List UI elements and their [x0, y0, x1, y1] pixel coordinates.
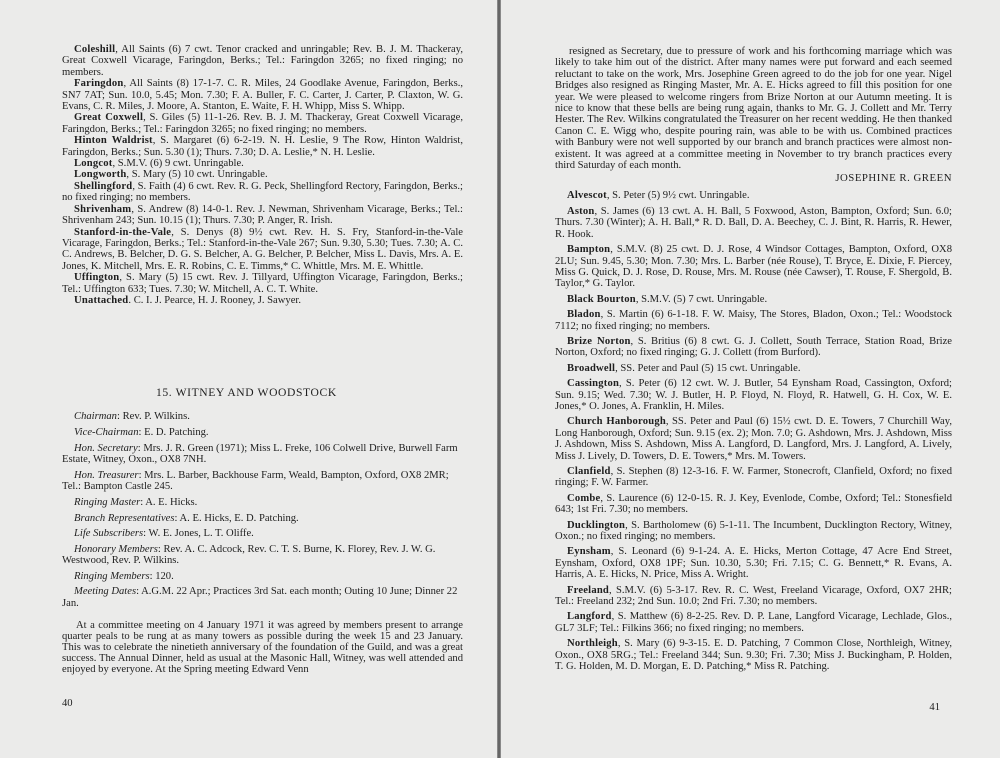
tower-details: , S. Peter (5) 9½ cwt. Unringable. — [606, 190, 750, 202]
tower-details: , S. Margaret (6) 6-2-19. N. H. Leslie, 9 The Row, Hinton Waldrist, Faringdon, Berks.; Sun. 5.30 (1); Thurs. 7.30; D. A. Leslie,* N. H. Leslie. — [62, 135, 464, 158]
officers-list — [62, 411, 463, 609]
tower-details: , S. Peter (6) 12 cwt. W. J. Butler, 54 Eynsham Road, Cassington, Oxford; Sun. 9.15; Wed. 7.30; W. J. Butler, H. P. Floyd, N. Floyd, R. Hatwell, G. H. Cox, W. E. Jones,* O. Jones, A. Franklin, H. Miles. — [555, 378, 952, 412]
tower-entry — [555, 416, 952, 462]
tower-details: , SS. Peter and Paul (5) 15 cwt. Unringable. — [615, 362, 801, 374]
tower-entry — [62, 295, 463, 306]
left-page — [0, 0, 497, 758]
tower-name: Shellingford — [74, 180, 133, 192]
section-title: 15. WITNEY AND WOODSTOCK — [156, 386, 337, 400]
officer-line — [62, 513, 463, 525]
tower-details: , S. Leonard (6) 9-1-24. A. E. Hicks, Merton Cottage, 47 Acre End Street, Eynsham, Oxford, OX8 1PF; Sun. 10.30, 5.30; Fri. 7.15; C. G. Bennett,* R. Evans, A. Harris, A. E. Hicks, N. Price, Miss A. Wright. — [555, 546, 952, 581]
officer-line — [62, 586, 463, 609]
tower-details: . C. I. J. Pearce, H. J. Rooney, J. Sawyer. — [128, 294, 302, 306]
tower-entry — [555, 244, 952, 290]
tower-details: , S. James (6) 13 cwt. A. H. Ball, 5 Foxwood, Aston, Bampton, Oxford; Sun. 6.0; Thurs. 7.30 (Winter); A. H. Ball,* R. D. Ball, D. A. Beechey, C. J. Bint, R. Harris, R. Hewer, R. Hook. — [555, 205, 952, 240]
tower-entry — [555, 611, 952, 634]
officer-value: : Rev. P. Wilkins. — [116, 411, 190, 423]
tower-name: Combe — [567, 492, 601, 504]
page-number: 41 — [929, 702, 940, 713]
officer-line — [62, 443, 463, 466]
tower-details: , S. Martin (6) 6-1-18. F. W. Maisy, The Stores, Bladon, Oxon.; Tel.: Woodstock 7112; no fixed ringing; no members. — [555, 309, 952, 332]
tower-name: Great Coxwell — [74, 112, 144, 124]
page-number: 40 — [62, 698, 73, 709]
tower-entry — [62, 272, 463, 295]
officer-value: : W. E. Jones, L. T. Oliffe. — [143, 528, 254, 540]
tower-name: Langford — [567, 611, 612, 623]
tower-entry — [555, 638, 952, 672]
tower-entry — [555, 585, 952, 608]
tower-details: , S. Denys (8) 9½ cwt. Rev. H. S. Fry, Stanford-in-the-Vale Vicarage, Faringdon, Berks.; Tel.: Stanford-in-the-Vale 267; Sun. 9.30, 5.30; Tues. 7.30; A. C. C. Andrews, B. Belcher, D. G. S. Belcher, A. G. Belcher, P. Belcher, Miss L. Davis, Mrs. A. E. Jones, K. Mitchell, Mrs. E. R. Robins, C. E. Timms,* C. Whittle, Mrs. M. E. Whittle. — [62, 226, 463, 272]
officer-role: Honorary Members — [74, 543, 158, 555]
tower-entry — [62, 112, 463, 135]
officer-line — [62, 544, 463, 567]
officer-line — [62, 528, 463, 540]
officer-value: : A. E. Hicks, E. D. Patching. — [174, 512, 299, 524]
tower-name: Hinton Waldrist — [74, 135, 153, 147]
tower-name: Northleigh — [567, 638, 618, 650]
tower-entry — [62, 44, 463, 78]
tower-entry — [555, 190, 952, 201]
tower-entry — [62, 78, 463, 112]
officer-role: Chairman — [74, 411, 117, 423]
tower-details: , S. Mary (6) 9-3-15. E. D. Patching, 7 Common Close, Northleigh, Witney, Oxon., OX8 5RG.; Tel.: Freeland 344; Sun. 9.30; Fri. 7.30; Miss J. Buckingham, P. Holden, T. G. Holden, M. D. Morgan, E. D. Patching,* Miss R. Patching. — [555, 638, 952, 673]
tower-name: Cassington — [567, 378, 620, 390]
report-paragraph-continued: resigned as Secretary, due to pressure of work and his forthcoming marriage which was likely to take him out of the district. After many names were put forward and each seemed reluctant to take on the work, Mrs. Josephine Green agreed to do the job for one year. Nigel Bridges also resigned as Ringing Master, Mr. A. E. Hicks agreed to fill this position for one year. We were pleased to welcome ringers from Brize Norton at our Autumn meeting. It is nice to know that these bells are being rung again, thanks to Mr. G. J. Collett and Mr. Terry Hester. The Rev. Wilkins congratulated the Treasurer on her recent wedding. He then thanked Canon C. E. Wigg who, despite pouring rain, was able to be with us. Combined practices with Banbury were not well supported by our branch and branch practices were almost non-existent. It was agreed at a committee meeting in November to try branch practices every third Saturday of each month. — [555, 46, 952, 172]
report-signature: JOSEPHINE R. GREEN — [835, 172, 952, 185]
tower-name: Longworth — [74, 169, 127, 181]
tower-entry — [62, 135, 463, 158]
tower-entry — [555, 466, 952, 489]
officer-value: : Mrs. J. R. Green (1971); Miss L. Freke, 106 Colwell Drive, Burwell Farm Estate, Witney, Oxon., OX8 7NH. — [62, 442, 458, 466]
tower-entry — [555, 294, 952, 305]
officer-line — [62, 470, 463, 493]
tower-name: Church Hanborough — [567, 416, 666, 428]
tower-name: Brize Norton — [567, 335, 631, 347]
tower-name: Broadwell — [567, 362, 616, 374]
right-page — [501, 0, 1000, 758]
tower-details: , S.M.V. (6) 9 cwt. Unringable. — [112, 158, 244, 170]
tower-entry — [555, 378, 952, 412]
tower-name: Uffington — [74, 272, 120, 284]
tower-entry — [62, 169, 463, 180]
tower-name: Shrivenham — [74, 203, 132, 215]
tower-details: , S. Giles (5) 11-1-26. Rev. B. J. M. Thackeray, Great Coxwell Vicarage, Faringdon, Berks.; Tel.: Faringdon 3265; no fixed ringing; no members. — [62, 112, 463, 135]
tower-entry — [555, 363, 952, 374]
right-entries — [555, 190, 952, 672]
left-entries — [62, 44, 463, 306]
tower-name: Clanfield — [567, 466, 611, 477]
tower-name: Bampton — [567, 244, 611, 256]
officer-role: Meeting Dates — [74, 586, 137, 598]
officer-value: : Mrs. L. Barber, Backhouse Farm, Weald, Bampton, Oxford, OX8 2MR; Tel.: Bampton Castle 245. — [62, 469, 449, 493]
officer-value: : E. D. Patching. — [138, 426, 209, 438]
tower-name: Faringdon — [74, 78, 124, 90]
tower-entry — [62, 181, 463, 204]
tower-name: Coleshill — [74, 44, 116, 55]
tower-entry — [555, 520, 952, 543]
tower-entry — [62, 227, 463, 273]
tower-name: Ducklington — [567, 519, 626, 531]
officer-role: Ringing Master — [74, 496, 141, 508]
officer-line — [62, 571, 463, 583]
officer-value: : 120. — [149, 570, 174, 582]
tower-entry — [555, 336, 952, 359]
officer-role: Branch Representatives — [74, 512, 175, 524]
tower-details: , S. Andrew (8) 14-0-1. Rev. J. Newman, Shrivenham Vicarage, Berks.; Tel.: Shrivenham 243; Sun. 10.15 (1); Thurs. 7.30; P. Anger, R. Irish. — [62, 203, 463, 227]
officer-role: Hon. Secretary — [74, 442, 138, 454]
tower-name: Longcot — [74, 158, 113, 170]
tower-name: Alvescot — [567, 190, 607, 202]
tower-details: , All Saints (8) 17-1-7. C. R. Miles, 24 Goodlake Avenue, Faringdon, Berks., SN7 7AT; Sun. 10.0, 5.45; Mon. 7.30; F. A. Buller, F. C. Carter, J. Carter, P. Claxton, W. G. Evans, C. R. Miles, J. Moore, A. Stanton, E. Waite, F. H. Whipp, Miss S. Whipp. — [62, 78, 463, 113]
officer-line — [62, 427, 463, 439]
tower-details: , S. Stephen (8) 12-3-16. F. W. Farmer, Stonecroft, Clanfield, Oxford; no fixed ringing; F. W. Farmer. — [555, 466, 952, 489]
tower-name: Eynsham — [567, 546, 611, 558]
officer-role: Vice-Chairman — [74, 426, 139, 438]
tower-name: Unattached — [74, 294, 129, 306]
officer-value: : A.G.M. 22 Apr.; Practices 3rd Sat. each month; Outing 10 June; Dinner 22 Jan. — [62, 586, 458, 610]
officer-role: Hon. Treasurer — [74, 469, 139, 481]
tower-name: Bladon — [567, 309, 601, 321]
officer-role: Ringing Members — [74, 570, 150, 582]
tower-entry — [555, 309, 952, 332]
tower-details: , S. Britius (6) 8 cwt. G. J. Collett, South Terrace, Station Road, Brize Norton, Oxford; no fixed ringing; G. J. Collett (from Burford). — [555, 335, 953, 359]
tower-details: , S. Laurence (6) 12-0-15. R. J. Key, Evenlode, Combe, Oxford; Tel.: Stonesfield 643; 1st Fri. 7.30; no members. — [555, 492, 952, 516]
tower-details: , S. Mary (5) 15 cwt. Rev. J. Tillyard, Uffington Vicarage, Faringdon, Berks.; Tel.: Uffington 633; Tues. 7.30; W. Mitchell, A. C. T. White. — [62, 272, 463, 295]
tower-entry — [555, 206, 952, 240]
report-paragraph: At a committee meeting on 4 January 1971 it was agreed by members present to arrange quarter peals to be rung at as many towers as possible during the week 15 and 23 January. This was to celebrate the ninetieth anniversary of the foundation of the Guild, and was a great success. The Annual Dinner, held as usual at the Masonic Hall, Witney, was well attended and enjoyed by everyone. At the Spring meeting Edward Venn — [62, 619, 463, 676]
tower-details: , S.M.V. (8) 25 cwt. D. J. Rose, 4 Windsor Cottages, Bampton, Oxford, OX8 2LU; Sun. 9.45, 5.30; Mon. 7.30; Mrs. L. Barber (née Rouse), T. Bryce, E. Dixie, F. Piercey, Miss G. Quick, D. J. Rose, D. Rouse, Mrs. M. Rouse (née Cawser), T. Rouse, F. Shergold, B. Taylor,* G. Taylor. — [555, 244, 952, 290]
tower-entry — [555, 546, 952, 580]
tower-name: Aston — [567, 205, 595, 217]
tower-details: , S. Bartholomew (6) 5-1-11. The Incumbent, Ducklington Rectory, Witney, Oxon.; no fixed ringing; no members. — [555, 519, 952, 543]
tower-entry — [62, 204, 463, 227]
tower-details: , S. Mary (5) 10 cwt. Unringable. — [126, 169, 268, 181]
officer-line — [62, 497, 463, 509]
tower-details: , SS. Peter and Paul (6) 15½ cwt. D. E. Towers, 7 Churchill Way, Long Hanborough, Oxford; Sun. 9.15 (ex. 2); Mon. 7.0; G. Ashdown, Mrs. J. Ashdown, Miss J. Ashdown, Miss S. Ashdown, Miss A. Langford, D. Langford, Mrs. J. Langford, A. Lively, Miss J. Lively, D. Towers, D. E. Towers,* Mrs. M. Towers. — [555, 416, 952, 462]
tower-details: , All Saints (6) 7 cwt. Tenor cracked and unringable; Rev. B. J. M. Thackeray, Great Coxwell Vicarage, Faringdon, Berks.; Tel.: Faringdon 3265; no fixed ringing; no members. — [62, 44, 463, 78]
tower-details: , S. Matthew (6) 8-2-25. Rev. D. P. Lane, Langford Vicarage, Lechlade, Glos., GL7 3LF; Tel.: Filkins 366; no fixed ringing; no members. — [555, 611, 952, 634]
officer-value: : A. E. Hicks. — [140, 496, 198, 508]
tower-details: , S.M.V. (6) 5-3-17. Rev. R. C. West, Freeland Vicarage, Oxford, OX7 2HR; Tel.: Freeland 232; 2nd Sun. 10.0; 2nd Fri. 7.30; no members. — [555, 584, 952, 608]
officer-line — [62, 411, 463, 423]
officer-role: Life Subscribers — [74, 528, 144, 540]
officer-value: : Rev. A. C. Adcock, Rev. C. T. S. Burne, K. Florey, Rev. J. W. G. Westwood, Rev. P. Wilkins. — [62, 543, 436, 567]
tower-name: Stanford-in-the-Vale — [74, 226, 172, 238]
tower-details: , S.M.V. (5) 7 cwt. Unringable. — [635, 293, 768, 305]
tower-entry — [555, 493, 952, 516]
tower-details: , S. Faith (4) 6 cwt. Rev. R. G. Peck, Shellingford Rectory, Faringdon, Berks.; no fixed ringing; no members. — [62, 180, 463, 204]
tower-name: Black Bourton — [567, 293, 636, 305]
tower-name: Freeland — [567, 584, 610, 596]
tower-entry — [62, 158, 463, 169]
